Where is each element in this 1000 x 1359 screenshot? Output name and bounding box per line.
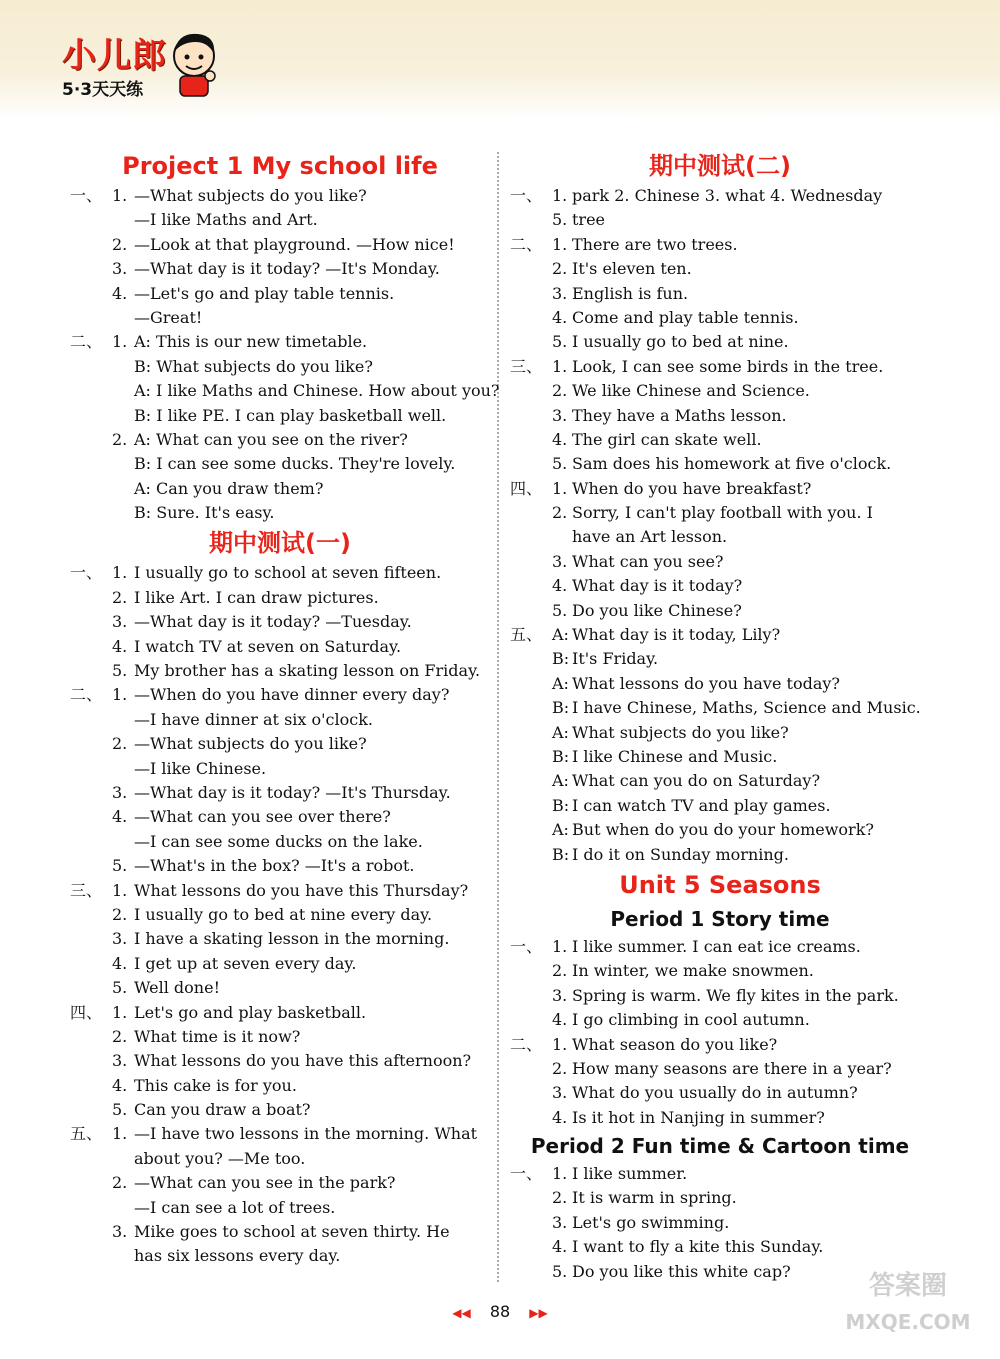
answer-line xyxy=(510,843,930,867)
answer-text: English is fun. xyxy=(572,283,689,303)
answer-text: Look, I can see some birds in the tree. xyxy=(572,356,884,376)
answer-text: Do you like this white cap? xyxy=(572,1261,791,1281)
answer-line xyxy=(70,927,490,951)
answer-text: It's Friday. xyxy=(572,649,659,669)
answer-line xyxy=(510,1186,930,1210)
answer-line xyxy=(70,1074,490,1098)
item-number: A: xyxy=(552,722,569,742)
answer-text: I usually go to bed at nine. xyxy=(572,332,789,352)
answer-line xyxy=(510,1235,930,1259)
answer-text: I like summer. I can eat ice creams. xyxy=(572,936,861,956)
item-number: 2. xyxy=(552,1188,568,1208)
item-number: 1. xyxy=(552,186,568,205)
answer-text: —What subjects do you like? xyxy=(134,734,367,754)
answer-line xyxy=(70,1147,490,1171)
answer-line xyxy=(510,769,930,793)
answer-line xyxy=(70,1025,490,1049)
item-number: 5. xyxy=(552,454,568,474)
answer-line xyxy=(510,282,930,306)
answer-line xyxy=(510,984,930,1008)
answer-text: —I can see some ducks on the lake. xyxy=(134,831,423,851)
item-number: 2. xyxy=(552,259,568,279)
answer-text: Well done! xyxy=(134,978,221,998)
answer-text: They have a Maths lesson. xyxy=(572,405,787,425)
answer-line xyxy=(70,879,490,903)
answer-line xyxy=(70,659,490,683)
item-number: 3. xyxy=(552,985,568,1005)
answer-text: —What can you see in the park? xyxy=(134,1173,396,1193)
answer-line xyxy=(70,330,490,354)
answer-text: have an Art lesson. xyxy=(572,527,728,547)
item-number: A: xyxy=(552,625,569,645)
answer-line xyxy=(510,257,930,281)
answer-line xyxy=(70,1122,490,1146)
answer-text: —Let's go and play table tennis. xyxy=(134,283,395,303)
answer-line xyxy=(70,1244,490,1268)
item-number: 4. xyxy=(552,429,568,449)
section-marker: 二、 xyxy=(510,234,543,254)
watermark-logo: 答案圈 MXQE.COM xyxy=(845,1271,971,1334)
section-marker: 三、 xyxy=(70,880,103,900)
answer-line xyxy=(70,903,490,927)
answer-line xyxy=(70,561,490,585)
answer-text: Come and play table tennis. xyxy=(572,307,799,327)
answer-line xyxy=(510,818,930,842)
answer-line xyxy=(510,330,930,354)
item-number: 4. xyxy=(112,636,128,656)
item-number: 3. xyxy=(552,283,568,303)
item-number: 5. xyxy=(552,1261,568,1281)
answer-text: What lessons do you have this afternoon? xyxy=(134,1051,472,1071)
period-subtitle: Period 1 Story time xyxy=(610,906,830,931)
answer-line xyxy=(70,757,490,781)
answer-line xyxy=(70,355,490,379)
item-number: 5. xyxy=(552,600,568,620)
answer-text: What time is it now? xyxy=(134,1026,301,1046)
item-number: 2. xyxy=(112,429,128,449)
period-subtitle: Period 2 Fun time & Cartoon time xyxy=(530,1134,910,1159)
answer-text: —I like Maths and Art. xyxy=(134,210,318,230)
answer-line xyxy=(70,233,490,257)
answer-text: B: I can see some ducks. They're lovely. xyxy=(134,454,456,474)
answer-line xyxy=(70,732,490,756)
section-marker: 一、 xyxy=(70,186,103,205)
answer-line xyxy=(70,1001,490,1025)
answer-line xyxy=(510,208,930,232)
answer-line xyxy=(510,550,930,574)
answer-line xyxy=(510,696,930,720)
answer-text: Is it hot in Nanjing in summer? xyxy=(572,1107,825,1127)
item-number: 2. xyxy=(112,734,128,754)
answer-text: How many seasons are there in a year? xyxy=(572,1058,892,1078)
item-number: 3. xyxy=(112,929,128,949)
answer-text: What can you see? xyxy=(572,551,724,571)
section-title: 期中测试(一) xyxy=(209,529,351,558)
answer-line xyxy=(510,404,930,428)
answer-line xyxy=(510,1081,930,1105)
answer-text: What day is it today? xyxy=(572,576,743,596)
answer-text: —What day is it today? —It's Monday. xyxy=(134,259,440,279)
answer-text: B: What subjects do you like? xyxy=(134,356,373,376)
item-number: 3. xyxy=(552,405,568,425)
item-number: 5. xyxy=(112,661,128,681)
answer-text: It is warm in spring. xyxy=(572,1188,737,1208)
item-number: 1. xyxy=(552,356,568,376)
answer-text: I can watch TV and play games. xyxy=(572,795,831,815)
answer-line xyxy=(70,306,490,330)
answer-line xyxy=(510,355,930,379)
answer-text: A: I like Maths and Chinese. How about you? xyxy=(134,381,500,401)
answer-text: A: Can you draw them? xyxy=(134,478,324,498)
answer-line xyxy=(510,794,930,818)
answer-line xyxy=(510,1033,930,1057)
answer-text: about you? —Me too. xyxy=(134,1148,306,1168)
answer-text: What day is it today, Lily? xyxy=(572,625,781,645)
item-number: 2. xyxy=(112,587,128,607)
item-number: 1. xyxy=(112,685,128,705)
answer-line xyxy=(510,672,930,696)
answer-text: I have Chinese, Maths, Science and Music. xyxy=(572,698,921,718)
answer-line xyxy=(510,599,930,623)
section-marker: 四、 xyxy=(510,478,543,498)
item-number: 4. xyxy=(112,807,128,827)
item-number: A: xyxy=(552,771,569,791)
item-number: 5. xyxy=(112,978,128,998)
item-number: 1. xyxy=(112,332,128,352)
answer-text: I do it on Sunday morning. xyxy=(572,844,790,864)
section-marker: 四、 xyxy=(70,1002,103,1022)
answer-line xyxy=(70,404,490,428)
answer-line xyxy=(510,184,930,208)
answer-text: I want to fly a kite this Sunday. xyxy=(572,1237,824,1257)
section-marker: 一、 xyxy=(510,1164,543,1184)
answer-text: tree xyxy=(572,210,606,230)
answer-text: —I like Chinese. xyxy=(134,758,267,778)
item-number: 5. xyxy=(552,332,568,352)
section-marker: 二、 xyxy=(510,1034,543,1054)
answer-line xyxy=(70,1196,490,1220)
section-marker: 一、 xyxy=(510,936,543,956)
answer-line xyxy=(510,501,930,525)
answer-text: —Great! xyxy=(134,307,203,327)
item-number: 1. xyxy=(552,936,568,956)
answer-line xyxy=(70,452,490,476)
item-number: 2. xyxy=(552,503,568,523)
answer-text: But when do you do your homework? xyxy=(572,820,874,840)
item-number: 1. xyxy=(112,563,128,583)
section-title: 期中测试(二) xyxy=(649,152,791,180)
answer-text: —I have two lessons in the morning. What xyxy=(134,1124,478,1144)
answer-line xyxy=(70,683,490,707)
answer-text: —What can you see over there? xyxy=(134,807,391,827)
answer-line xyxy=(70,282,490,306)
answer-text: B: Sure. It's easy. xyxy=(134,503,275,523)
item-number: 4. xyxy=(112,1075,128,1095)
answer-line xyxy=(510,721,930,745)
answer-text: What lessons do you have this Thursday? xyxy=(134,880,469,900)
item-number: 4. xyxy=(552,1010,568,1030)
answer-line xyxy=(70,501,490,525)
answer-line xyxy=(70,428,490,452)
section-marker: 五、 xyxy=(510,625,543,645)
item-number: 2. xyxy=(112,1173,128,1193)
answer-line xyxy=(510,1211,930,1235)
item-number: 3. xyxy=(552,551,568,571)
item-number: 1. xyxy=(552,478,568,498)
answer-line xyxy=(70,830,490,854)
answer-text: I like Art. I can draw pictures. xyxy=(134,587,379,607)
item-number: B: xyxy=(552,844,570,864)
item-number: A: xyxy=(552,820,569,840)
answer-text: —What day is it today? —It's Thursday. xyxy=(134,782,451,802)
item-number: 3. xyxy=(112,259,128,279)
item-number: 4. xyxy=(552,576,568,596)
answer-line xyxy=(70,976,490,1000)
item-number: 2. xyxy=(552,381,568,401)
answer-text: B: I like PE. I can play basketball well. xyxy=(134,405,447,425)
answer-text: A: This is our new timetable. xyxy=(134,332,368,352)
answer-text: Can you draw a boat? xyxy=(134,1100,311,1120)
section-marker: 一、 xyxy=(510,186,543,205)
answer-text: This cake is for you. xyxy=(134,1075,297,1095)
item-number: B: xyxy=(552,649,570,669)
answer-line xyxy=(70,184,490,208)
left-column xyxy=(70,148,500,1269)
next-arrow-icon: ▶▶ xyxy=(529,1306,548,1320)
answer-text: I have a skating lesson in the morning. xyxy=(134,929,450,949)
item-number: 2. xyxy=(112,234,128,254)
answer-text: What can you do on Saturday? xyxy=(572,771,821,791)
item-number: 1. xyxy=(552,234,568,254)
answer-line xyxy=(70,1098,490,1122)
item-number: 4. xyxy=(552,1237,568,1257)
section-marker: 五、 xyxy=(70,1124,103,1144)
answer-text: A: What can you see on the river? xyxy=(134,429,408,449)
item-number: 1. xyxy=(112,186,128,205)
item-number: 3. xyxy=(112,782,128,802)
column-divider xyxy=(497,152,499,1282)
answer-text: —When do you have dinner every day? xyxy=(134,685,450,705)
answer-line xyxy=(510,623,930,647)
item-number: B: xyxy=(552,746,570,766)
item-number: A: xyxy=(552,673,569,693)
answer-line xyxy=(70,1220,490,1244)
answer-text: —What day is it today? —Tuesday. xyxy=(134,612,412,632)
answer-text: The girl can skate well. xyxy=(572,429,762,449)
answer-text: Let's go swimming. xyxy=(572,1212,730,1232)
answer-line xyxy=(70,610,490,634)
answer-line xyxy=(510,1057,930,1081)
answer-text: I like summer. xyxy=(572,1164,688,1184)
item-number: 2. xyxy=(112,1026,128,1046)
logo-sub: 5·3天天练 xyxy=(62,80,144,100)
item-number: B: xyxy=(552,698,570,718)
answer-line xyxy=(70,257,490,281)
answer-text: I watch TV at seven on Saturday. xyxy=(134,636,402,656)
item-number: 5. xyxy=(112,1100,128,1120)
answer-text: has six lessons every day. xyxy=(134,1246,341,1266)
answer-line xyxy=(70,781,490,805)
answer-line xyxy=(510,959,930,983)
answer-line xyxy=(510,935,930,959)
answer-text: I go climbing in cool autumn. xyxy=(572,1010,810,1030)
answer-line xyxy=(70,208,490,232)
item-number: 1. xyxy=(112,1002,128,1022)
answer-line xyxy=(510,525,930,549)
answer-text: What season do you like? xyxy=(572,1034,778,1054)
answer-text: What subjects do you like? xyxy=(572,722,789,742)
item-number: 5. xyxy=(552,210,568,230)
answer-line xyxy=(70,1171,490,1195)
answer-text: Let's go and play basketball. xyxy=(134,1002,367,1022)
answer-line xyxy=(510,233,930,257)
answer-text: I usually go to school at seven fifteen. xyxy=(134,563,442,583)
item-number: 4. xyxy=(112,953,128,973)
answer-text: —What subjects do you like? xyxy=(134,186,367,205)
answer-text: My brother has a skating lesson on Friday. xyxy=(134,661,481,681)
answer-text: Do you like Chinese? xyxy=(572,600,742,620)
answer-line xyxy=(70,1049,490,1073)
logo-main: 小儿郎 xyxy=(62,36,167,76)
answer-text: Sorry, I can't play football with you. I xyxy=(572,503,873,523)
item-number: 3. xyxy=(552,1083,568,1103)
answer-text: I usually go to bed at nine every day. xyxy=(134,904,433,924)
answer-line xyxy=(510,1106,930,1130)
answer-line xyxy=(70,477,490,501)
item-number: 1. xyxy=(552,1034,568,1054)
answer-text: Mike goes to school at seven thirty. He xyxy=(134,1222,450,1242)
answer-line xyxy=(70,635,490,659)
answer-text: It's eleven ten. xyxy=(572,259,692,279)
answer-line xyxy=(510,428,930,452)
answer-text: What lessons do you have today? xyxy=(572,673,840,693)
answer-line xyxy=(510,574,930,598)
item-number: 1. xyxy=(112,1124,128,1144)
right-column xyxy=(510,148,930,1284)
answer-line xyxy=(70,952,490,976)
item-number: 3. xyxy=(112,1222,128,1242)
answer-line xyxy=(510,647,930,671)
section-title: Project 1 My school life xyxy=(122,152,438,180)
mascot-icon xyxy=(168,30,220,98)
answer-text: —I can see a lot of trees. xyxy=(134,1197,336,1217)
section-marker: 二、 xyxy=(70,332,103,352)
item-number: 3. xyxy=(552,1212,568,1232)
item-number: 2. xyxy=(552,961,568,981)
item-number: 5. xyxy=(112,856,128,876)
answer-text: In winter, we make snowmen. xyxy=(572,961,814,981)
answer-line xyxy=(510,452,930,476)
item-number: 3. xyxy=(112,1051,128,1071)
item-number: 2. xyxy=(552,1058,568,1078)
answer-line xyxy=(70,586,490,610)
brand-logo xyxy=(62,28,167,100)
section-title: Unit 5 Seasons xyxy=(619,870,821,899)
answer-line xyxy=(510,306,930,330)
answer-text: park 2. Chinese 3. what 4. Wednesday xyxy=(572,186,883,205)
answer-text: —What's in the box? —It's a robot. xyxy=(134,856,415,876)
page-number: 88 xyxy=(489,1302,511,1321)
item-number: 4. xyxy=(112,283,128,303)
answer-line xyxy=(510,379,930,403)
item-number: 2. xyxy=(112,904,128,924)
answer-line xyxy=(70,379,500,403)
answer-text: We like Chinese and Science. xyxy=(572,381,810,401)
item-number: 4. xyxy=(552,1107,568,1127)
answer-text: When do you have breakfast? xyxy=(572,478,812,498)
answer-line xyxy=(70,805,490,829)
item-number: 4. xyxy=(552,307,568,327)
prev-arrow-icon: ◀◀ xyxy=(452,1306,471,1320)
answer-text: There are two trees. xyxy=(572,234,738,254)
answer-text: I get up at seven every day. xyxy=(134,953,357,973)
answer-line xyxy=(510,1162,930,1186)
item-number: 1. xyxy=(112,880,128,900)
answer-text: I like Chinese and Music. xyxy=(572,746,778,766)
section-marker: 三、 xyxy=(510,356,543,376)
item-number: B: xyxy=(552,795,570,815)
item-number: 3. xyxy=(112,612,128,632)
answer-line xyxy=(510,745,930,769)
answer-line xyxy=(70,854,490,878)
answer-line xyxy=(510,1008,930,1032)
answer-text: What do you usually do in autumn? xyxy=(572,1083,858,1103)
section-marker: 一、 xyxy=(70,563,103,583)
answer-text: —Look at that playground. —How nice! xyxy=(134,234,455,254)
answer-line xyxy=(510,477,930,501)
section-marker: 二、 xyxy=(70,685,103,705)
answer-text: Spring is warm. We fly kites in the park. xyxy=(572,985,899,1005)
answer-text: Sam does his homework at five o'clock. xyxy=(572,454,892,474)
answer-line xyxy=(70,708,490,732)
answer-text: —I have dinner at six o'clock. xyxy=(134,709,373,729)
item-number: 1. xyxy=(552,1164,568,1184)
